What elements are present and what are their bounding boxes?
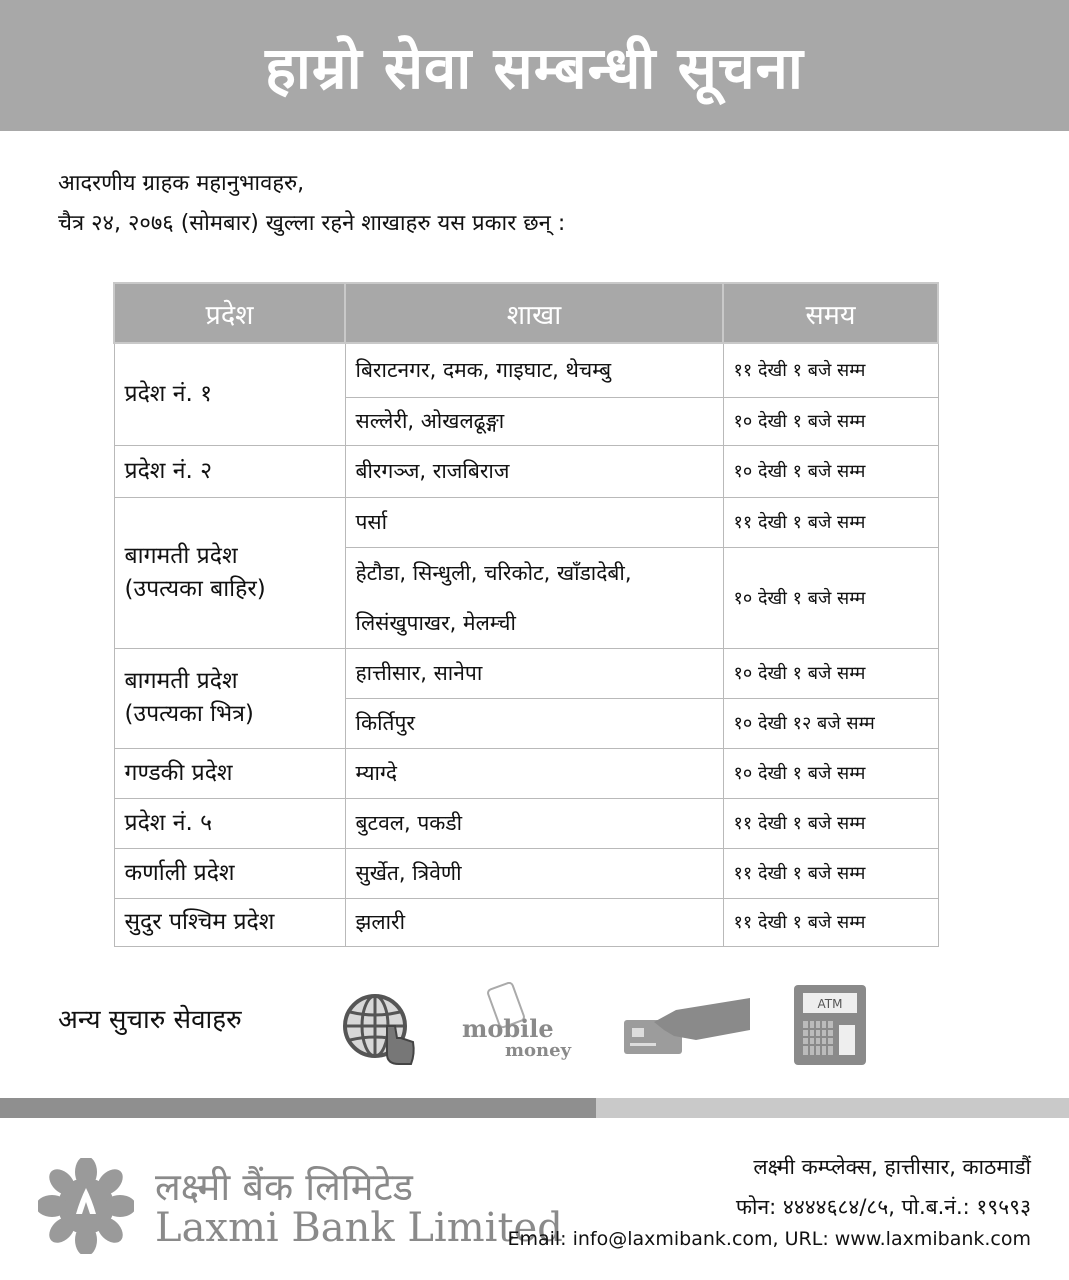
- statement: चैत्र २४, २०७६ (सोमबार) खुल्ला रहने शाखाहरु यस प्रकार छन् :: [58, 211, 566, 236]
- province-cell: प्रदेश नं. ५: [114, 798, 345, 848]
- branch-cell: बीरगञ्ज, राजबिराज: [345, 445, 723, 497]
- table-row: [114, 748, 938, 798]
- card-icon: [618, 990, 754, 1062]
- time-cell: १० देखी १ बजे सम्म: [723, 748, 938, 798]
- table-row: [114, 798, 938, 848]
- branch-cell: हात्तीसार, सानेपा: [345, 648, 723, 698]
- branch-cell: झलारी: [345, 898, 723, 946]
- atm-icon: [794, 985, 866, 1065]
- province-cell: गण्डकी प्रदेश: [114, 748, 345, 798]
- time-cell: १० देखी १ बजे सम्म: [723, 397, 938, 445]
- branch-cell: सुर्खेत, त्रिवेणी: [345, 848, 723, 898]
- table-header-row: [114, 283, 938, 343]
- table-row: [114, 497, 938, 547]
- greeting: [58, 164, 565, 244]
- bank-name-english: Laxmi Bank Limited: [155, 1205, 563, 1251]
- time-cell: १० देखी १२ बजे सम्म: [723, 698, 938, 748]
- header-province: प्रदेश: [114, 283, 345, 343]
- internet-banking-icon: [341, 990, 417, 1066]
- province-cell: प्रदेश नं. १: [114, 343, 345, 445]
- time-cell: ११ देखी १ बजे सम्म: [723, 798, 938, 848]
- contact-line: Email: info@laxmibank.com, URL: www.laxmibank.com: [507, 1228, 1031, 1250]
- table-row: [114, 343, 938, 397]
- atm-text: ATM: [817, 997, 843, 1011]
- mobile-text: mobile: [462, 1014, 554, 1043]
- table-row: [114, 848, 938, 898]
- table-row: [114, 898, 938, 946]
- time-cell: ११ देखी १ बजे सम्म: [723, 848, 938, 898]
- notice-title: हाम्रो सेवा सम्बन्धी सूचना: [265, 34, 804, 102]
- header-branch: शाखा: [345, 283, 723, 343]
- branch-cell: किर्तिपुर: [345, 698, 723, 748]
- mobile-money-icon: [458, 982, 583, 1072]
- branch-cell: पर्सा: [345, 497, 723, 547]
- address-block: [736, 1147, 1031, 1227]
- phone-line: फोन: ४४४४६८४/८५, पो.ब.नं.: १९५९३: [735, 1195, 1031, 1219]
- address-line: लक्ष्मी कम्प्लेक्स, हात्तीसार, काठमाडौं: [753, 1155, 1031, 1179]
- header-time: समय: [723, 283, 938, 343]
- branch-cell: सल्लेरी, ओखलढूङ्गा: [345, 397, 723, 445]
- money-text: money: [505, 1040, 572, 1061]
- salutation: आदरणीय ग्राहक महानुभावहरु,: [58, 171, 305, 196]
- time-cell: ११ देखी १ बजे सम्म: [723, 343, 938, 397]
- laxmi-bank-logo-icon: [38, 1158, 134, 1254]
- province-cell: बागमती प्रदेश (उपत्यका भित्र): [114, 648, 345, 748]
- time-cell: ११ देखी १ बजे सम्म: [723, 497, 938, 547]
- time-cell: १० देखी १ बजे सम्म: [723, 445, 938, 497]
- province-cell: बागमती प्रदेश (उपत्यका बाहिर): [114, 497, 345, 648]
- province-cell: कर्णाली प्रदेश: [114, 848, 345, 898]
- province-cell: सुदुर पश्चिम प्रदेश: [114, 898, 345, 946]
- branch-cell: हेटौडा, सिन्धुली, चरिकोट, खाँडादेबी, लिसंखुपाखर, मेलम्ची: [345, 547, 723, 648]
- table-row: [114, 445, 938, 497]
- bank-name-nepali: लक्ष्मी बैंक लिमिटेड: [155, 1165, 413, 1209]
- branch-cell: बिराटनगर, दमक, गाइघाट, थेचम्बु: [345, 343, 723, 397]
- other-services: [58, 990, 958, 1080]
- time-cell: १० देखी १ बजे सम्म: [723, 547, 938, 648]
- branch-cell: म्याग्दे: [345, 748, 723, 798]
- branch-table: [113, 282, 939, 947]
- divider-dark: [0, 1098, 596, 1118]
- divider-light: [596, 1098, 1069, 1118]
- notice-banner: [0, 0, 1069, 131]
- province-cell: प्रदेश नं. २: [114, 445, 345, 497]
- other-services-label: अन्य सुचारु सेवाहरु: [58, 1005, 242, 1035]
- branch-cell: बुटवल, पकडी: [345, 798, 723, 848]
- time-cell: १० देखी १ बजे सम्म: [723, 648, 938, 698]
- time-cell: ११ देखी १ बजे सम्म: [723, 898, 938, 946]
- table-row: [114, 648, 938, 698]
